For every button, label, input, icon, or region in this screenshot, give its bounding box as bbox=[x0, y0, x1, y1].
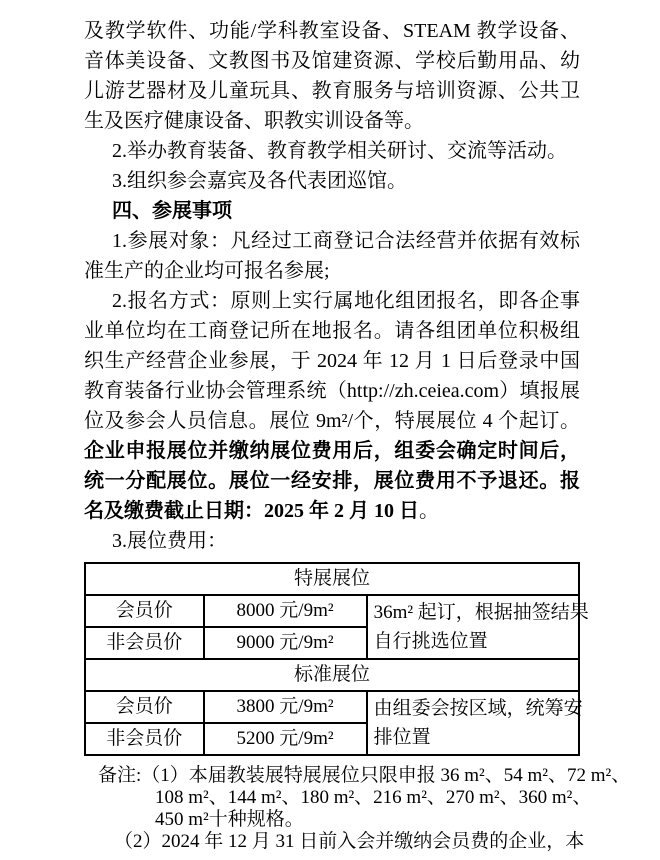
booth-fee-table bbox=[84, 562, 589, 756]
paragraph-item-activities: 2.举办教育装备、教育教学相关研讨、交流等活动。 bbox=[112, 140, 567, 162]
remark-1-line-2: 108 m²、144 m²、180 m²、216 m²、270 m²、360 m²、 bbox=[155, 787, 592, 808]
special-member-label-cell: 会员价 bbox=[85, 595, 204, 627]
special-member-price-cell: 8000 元/9m² bbox=[204, 595, 367, 627]
section-heading-exhibition-matters: 四、参展事项 bbox=[112, 200, 232, 222]
special-member-row bbox=[85, 595, 579, 627]
remark-2-line-1: （2）2024 年 12 月 31 日前入会并缴纳会员费的企业，本 bbox=[114, 831, 585, 852]
standard-member-price-cell: 3800 元/9m² bbox=[204, 691, 367, 723]
special-nonmember-label-cell: 非会员价 bbox=[85, 627, 204, 659]
document-content bbox=[84, 16, 631, 853]
special-nonmember-price-cell: 9000 元/9m² bbox=[204, 627, 367, 659]
paragraph-product-scope: 及教学软件、功能/学科教室设备、STEAM 教学设备、音体美设备、文教图书及馆建资源、学校后勤用品、幼儿游艺器材及儿童玩具、教育服务与培训资源、公共卫生及医疗健康设备、职教实训设备等。 bbox=[84, 20, 580, 132]
special-note-line-2: 自行挑选位置 bbox=[373, 631, 488, 652]
standard-note-line-1: 由组委会按区域，统筹安 bbox=[373, 698, 583, 719]
registration-bold-text: 企业申报展位并缴纳展位费用后，组委会确定时间后，统一分配展位。展位一经安排，展位费用不予退还。报名及缴费截止日期：2025 年 2 月 10 日 bbox=[84, 440, 580, 522]
paragraph-booth-fees-label: 3.展位费用： bbox=[112, 530, 227, 552]
special-booth-note-cell bbox=[367, 595, 589, 659]
special-booth-header-cell: 特展展位 bbox=[85, 563, 579, 595]
standard-booth-header-cell: 标准展位 bbox=[85, 659, 579, 691]
special-booth-header-row bbox=[85, 563, 579, 595]
standard-booth-header-row bbox=[85, 659, 579, 691]
registration-regular-text: 2.报名方式：原则上实行属地化组团报名，即各企事业单位均在工商登记所在地报名。请各组团单位积极组织生产经营企业参展，于 2024 年 12 月 1 日后登录中国教育装备行业协会管理系统（http://zh.ceiea.com）填报展位及参会人员信息。展位 9m²/个，特展展位 4 个起订。 bbox=[84, 290, 580, 432]
paragraph-registration-method bbox=[84, 286, 580, 526]
standard-member-label-cell: 会员价 bbox=[85, 691, 204, 723]
remark-1-line-1: 备注:（1）本届教装展特展展位只限申报 36 m²、54 m²、72 m²、 bbox=[98, 765, 631, 786]
paragraph-exhibitor-eligibility: 1.参展对象：凡经过工商登记合法经营并依据有效标准生产的企业均可报名参展; bbox=[84, 230, 580, 282]
standard-member-row bbox=[85, 691, 579, 723]
special-note-line-1: 36m² 起订，根据抽签结果 bbox=[373, 602, 589, 623]
standard-nonmember-price-cell: 5200 元/9m² bbox=[204, 723, 367, 755]
standard-nonmember-label-cell: 非会员价 bbox=[85, 723, 204, 755]
remark-1-line-3: 450 m²十种规格。 bbox=[155, 809, 304, 830]
standard-note-line-2: 排位置 bbox=[373, 727, 431, 748]
paragraph-item-tours: 3.组织参会嘉宾及各代表团巡馆。 bbox=[112, 170, 407, 192]
registration-tail-text: 。 bbox=[419, 500, 439, 522]
standard-booth-note-cell bbox=[367, 691, 583, 755]
remarks-block bbox=[84, 765, 631, 853]
